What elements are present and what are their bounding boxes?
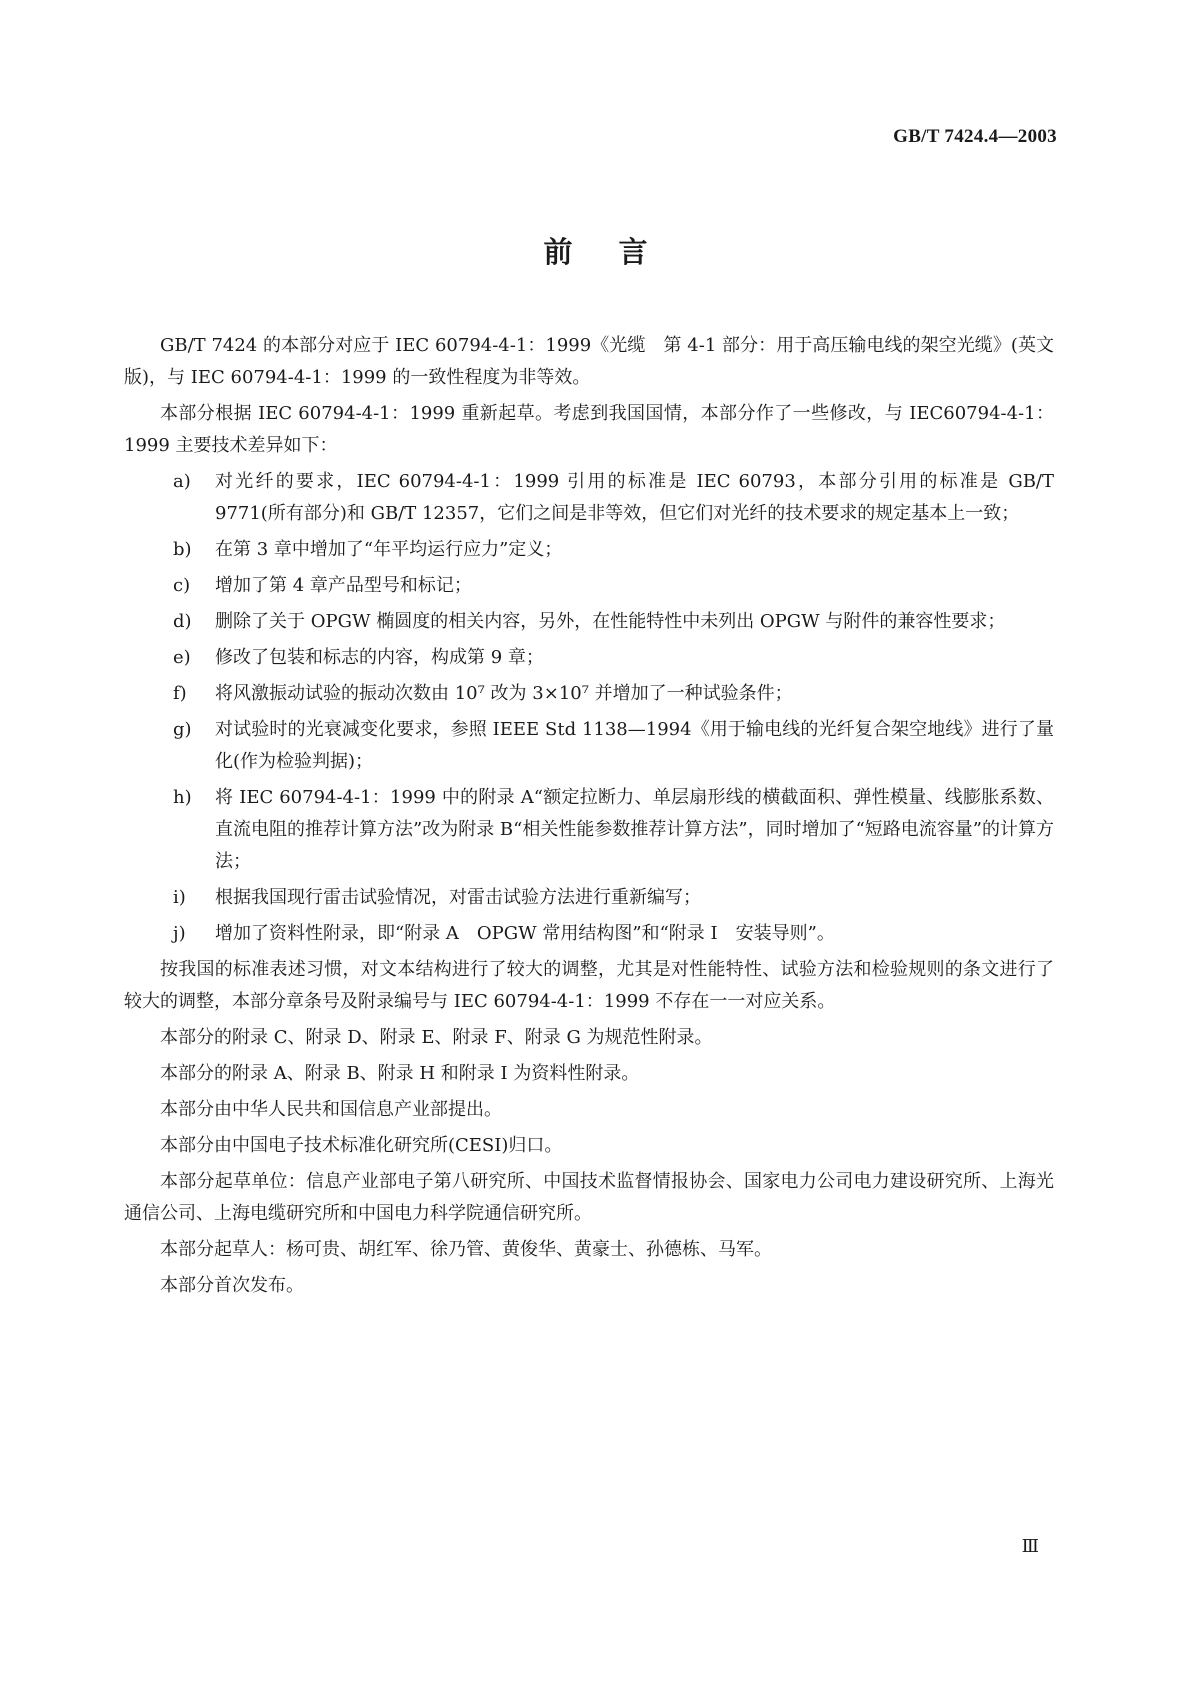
paragraph: 本部分的附录 C、附录 D、附录 E、附录 F、附录 G 为规范性附录。 [160,1027,713,1048]
list-marker: j) [173,923,186,944]
paragraph: GB/T 7424 的本部分对应于 IEC 60794-4-1：1999《光缆 第 4-1 部分：用于高压输电线的架空光缆》(英文版)，与 IEC 60794-4-1：1999 的一致性程度为非等效。 [124,335,1054,388]
list-item-text: 将风激振动试验的振动次数由 10⁷ 改为 3×10⁷ 并增加了一种试验条件； [215,683,793,704]
paragraph: 本部分由中华人民共和国信息产业部提出。 [160,1099,502,1120]
foreword-body [124,330,1054,1306]
list-item-text: 在第 3 章中增加了“年平均运行应力”定义； [215,539,563,560]
difference-list [124,466,1054,950]
list-item-text: 增加了第 4 章产品型号和标记； [215,575,472,596]
list-marker: i) [173,887,186,908]
list-marker: g) [173,719,192,740]
paragraph: 本部分首次发布。 [160,1275,304,1296]
list-marker: a) [173,471,191,492]
list-marker: h) [173,787,192,808]
list-item [124,606,1054,638]
list-marker: c) [173,575,191,596]
list-item-text: 将 IEC 60794-4-1：1999 中的附录 A“额定拉断力、单层扇形线的横截面积、弹性模量、线膨胀系数、直流电阻的推荐计算方法”改为附录 B“相关性能参数推荐计算方法”，同时增加了“短路电流容量”的计算方法； [215,787,1054,872]
list-marker: e) [173,647,191,668]
list-marker: f) [173,683,187,704]
list-item [124,918,1054,950]
list-item [124,466,1054,530]
list-item [124,534,1054,566]
list-item [124,714,1054,778]
list-item-text: 对光纤的要求，IEC 60794-4-1：1999 引用的标准是 IEC 60793，本部分引用的标准是 GB/T 9771(所有部分)和 GB/T 12357，它们之间是非等效，但它们对光纤的技术要求的规定基本上一致； [215,471,1054,524]
list-item [124,678,1054,710]
standard-number: GB/T 7424.4—2003 [893,126,1057,147]
list-item [124,570,1054,602]
list-item-text: 修改了包装和标志的内容，构成第 9 章； [215,647,544,668]
list-item-text: 根据我国现行雷击试验情况，对雷击试验方法进行重新编写； [215,887,701,908]
list-item-text: 增加了资料性附录，即“附录 A OPGW 常用结构图”和“附录 I 安装导则”。 [215,923,835,944]
list-item [124,782,1054,878]
paragraph: 本部分起草单位：信息产业部电子第八研究所、中国技术监督情报协会、国家电力公司电力建设研究所、上海光通信公司、上海电缆研究所和中国电力科学院通信研究所。 [124,1171,1054,1224]
page-number: Ⅲ [1021,1536,1039,1556]
page-title: 前言 [543,235,694,269]
list-item-text: 删除了关于 OPGW 椭圆度的相关内容，另外，在性能特性中未列出 OPGW 与附件的兼容性要求； [215,611,1006,632]
paragraph: 按我国的标准表述习惯，对文本结构进行了较大的调整，尤其是对性能特性、试验方法和检验规则的条文进行了较大的调整，本部分章条号及附录编号与 IEC 60794-4-1：1999 不存在一一对应关系。 [124,959,1054,1012]
paragraph: 本部分的附录 A、附录 B、附录 H 和附录 I 为资料性附录。 [160,1063,640,1084]
paragraph: 本部分由中国电子技术标准化研究所(CESI)归口。 [160,1135,563,1156]
list-marker: b) [173,539,192,560]
list-item [124,882,1054,914]
paragraph: 本部分根据 IEC 60794-4-1：1999 重新起草。考虑到我国国情，本部分作了一些修改，与 IEC60794-4-1：1999 主要技术差异如下： [124,403,1054,456]
list-item [124,642,1054,674]
paragraph: 本部分起草人：杨可贵、胡红军、徐乃管、黄俊华、黄豪士、孙德栋、马军。 [160,1239,772,1260]
list-item-text: 对试验时的光衰减变化要求，参照 IEEE Std 1138—1994《用于输电线的光纤复合架空地线》进行了量化(作为检验判据)； [215,719,1054,772]
list-marker: d) [173,611,192,632]
